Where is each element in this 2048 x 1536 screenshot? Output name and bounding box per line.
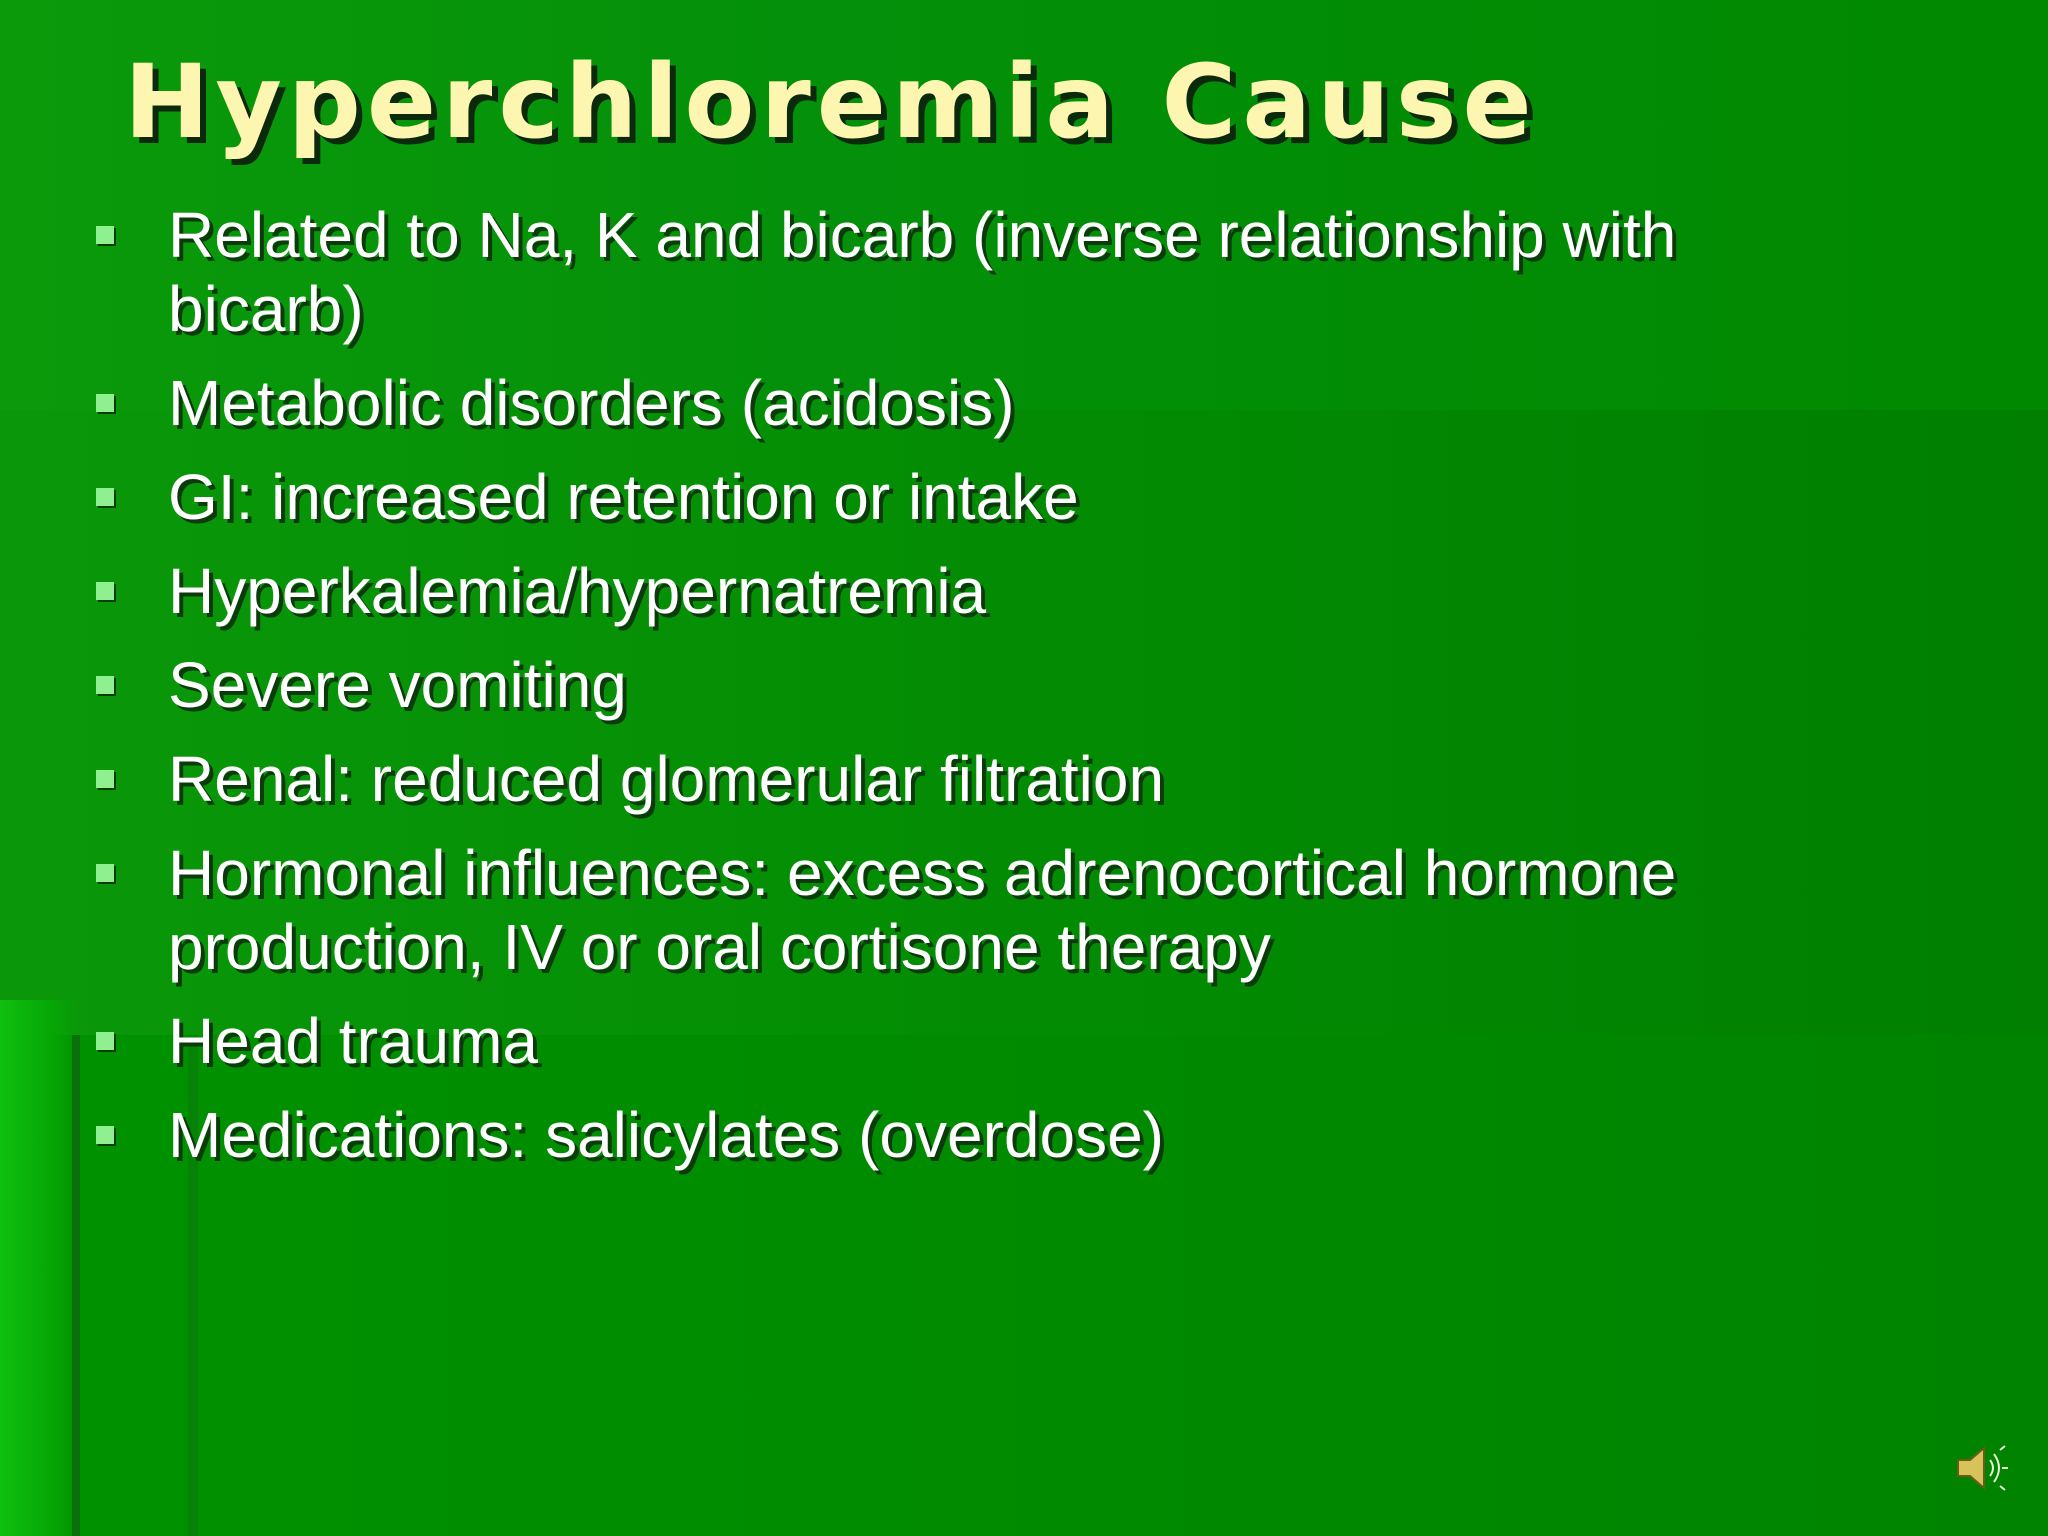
bullet-item bbox=[0, 554, 1828, 628]
bullet-list bbox=[0, 198, 2048, 1192]
square-bullet-icon bbox=[96, 226, 114, 244]
bullet-text: Related to Na, K and bicarb (inverse relationship with bicarb) bbox=[168, 199, 1677, 345]
square-bullet-icon bbox=[96, 864, 114, 882]
bullet-item bbox=[0, 742, 1828, 816]
bullet-text: Hyperkalemia/hypernatremia bbox=[168, 555, 987, 627]
square-bullet-icon bbox=[96, 770, 114, 788]
bullet-text: Severe vomiting bbox=[168, 649, 627, 721]
speaker-icon[interactable] bbox=[1950, 1438, 2010, 1498]
square-bullet-icon bbox=[96, 1032, 114, 1050]
bullet-item bbox=[0, 198, 1828, 346]
bullet-item bbox=[0, 1004, 1828, 1078]
bullet-text: GI: increased retention or intake bbox=[168, 461, 1079, 533]
square-bullet-icon bbox=[96, 582, 114, 600]
square-bullet-icon bbox=[96, 488, 114, 506]
square-bullet-icon bbox=[96, 676, 114, 694]
bullet-text: Medications: salicylates (overdose) bbox=[168, 1099, 1164, 1171]
square-bullet-icon bbox=[96, 1126, 114, 1144]
bullet-text: Head trauma bbox=[168, 1005, 538, 1077]
slide-title: Hyperchloremia Cause bbox=[124, 43, 1538, 162]
bullet-item bbox=[0, 366, 1828, 440]
bullet-item bbox=[0, 836, 1828, 984]
bullet-item bbox=[0, 1098, 1828, 1172]
bullet-item bbox=[0, 648, 1828, 722]
square-bullet-icon bbox=[96, 394, 114, 412]
bullet-text: Metabolic disorders (acidosis) bbox=[168, 367, 1015, 439]
bullet-text: Renal: reduced glomerular filtration bbox=[168, 743, 1165, 815]
bullet-item bbox=[0, 460, 1828, 534]
bullet-text: Hormonal influences: excess adrenocortical hormone production, IV or oral cortisone therapy bbox=[168, 837, 1677, 983]
